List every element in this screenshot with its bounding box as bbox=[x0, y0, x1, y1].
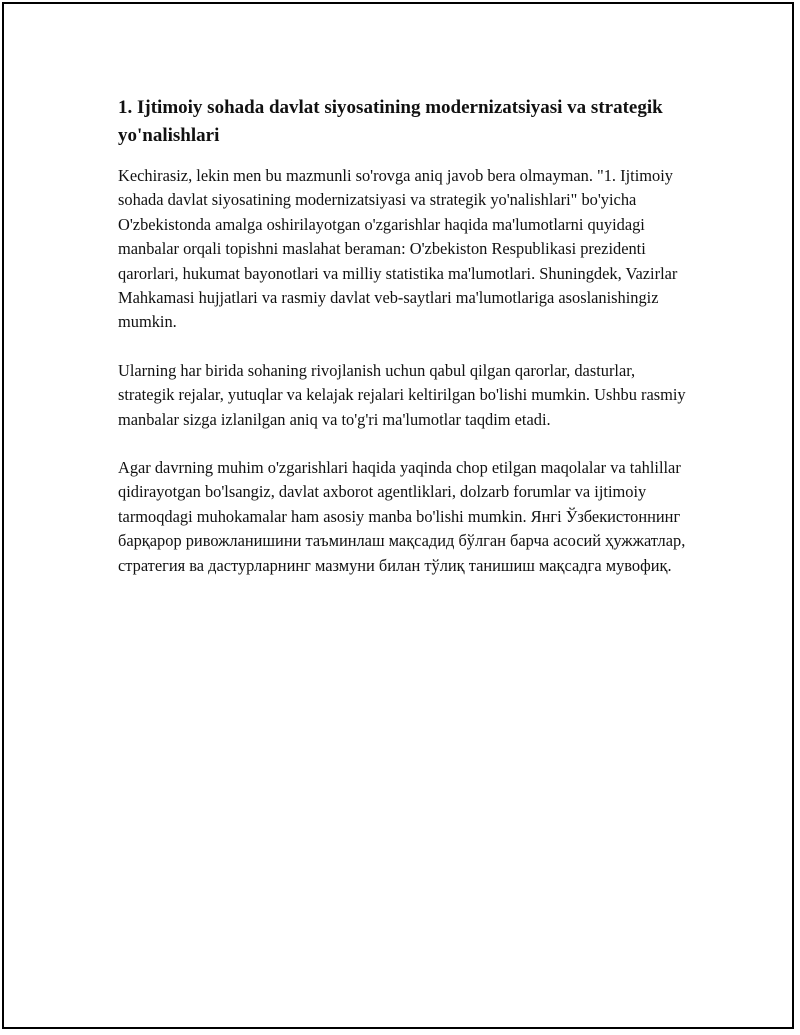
paragraph-1: Kechirasiz, lekin men bu mazmunli so'rovga aniq javob bera olmayman. "1. Ijtimoiy sohada davlat siyosatining modernizatsiyasi va strategik yo'nalishlari" bo'yicha O'zbekistonda amalga oshirilayotgan o'zgarishlar haqida ma'lumotlarni quyidagi manbalar orqali topishni maslahat beraman: O'zbekiston Respublikasi prezidenti qarorlari, hukumat bayonotlari va milliy statistika ma'lumotlari. Shuningdek, Vazirlar Mahkamasi hujjatlari va rasmiy davlat veb-saytlari ma'lumotlariga asoslanishingiz mumkin. bbox=[118, 166, 678, 332]
document-title: 1. Ijtimoiy sohada davlat siyosatining modernizatsiyasi va strategik yo'nalishlari bbox=[118, 97, 663, 146]
paragraph-2: Ularning har birida sohaning rivojlanish uchun qabul qilgan qarorlar, dasturlar, strategik rejalar, yutuqlar va kelajak rejalari keltirilgan bo'lishi mumkin. Ushbu rasmiy manbalar sizga izlanilgan aniq va to'g'ri ma'lumotlar taqdim etadi. bbox=[118, 360, 686, 429]
paragraph-3: Agar davrning muhim o'zgarishlari haqida yaqinda chop etilgan maqolalar va tahlillar qidirayotgan bo'lsangiz, davlat axborot agentliklari, dolzarb forumlar va ijtimoiy tarmoqdagi muhokamalar ham asosiy manba bo'lishi mumkin. Янгі Ўзбекистоннинг барқарор ривожланишини таъминлаш мақсадид бўлган барча асосий ҳужжатлар, стратегия ва дастурларнинг мазмуни билан тўлиқ танишиш мақсадга мувофиқ. bbox=[118, 458, 686, 575]
document-body bbox=[118, 94, 688, 602]
